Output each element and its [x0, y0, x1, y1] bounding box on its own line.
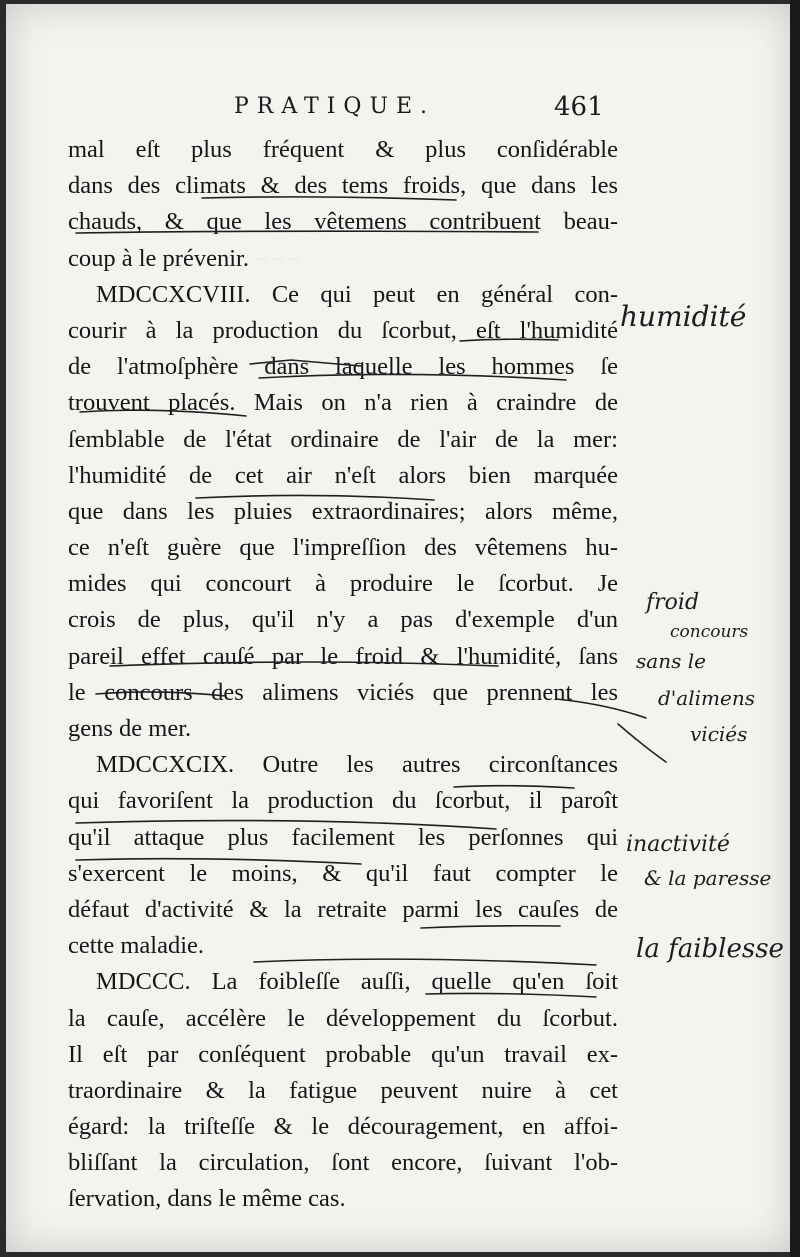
text-line: qui favoriſent la production du ſcorbut, il paroît [68, 787, 618, 815]
text-line: que dans les pluies extraordinaires; alors même, [68, 497, 618, 525]
text-line: MDCCC. La foibleſſe auſſi, quelle qu'en ſoit [96, 968, 618, 996]
text-line: dans des climats & des tems froids, que dans les [68, 172, 618, 200]
margin-note: inactivité [626, 832, 730, 857]
text-line: MDCCXCIX. Outre les autres circonſtances [96, 751, 618, 779]
text-line: gens de mer. [68, 715, 192, 742]
margin-annotations [606, 4, 792, 1252]
text-line: MDCCXCVIII. Ce qui peut en général con- [96, 280, 618, 308]
text-line: défaut d'activité & la retraite parmi les cauſes de [68, 895, 618, 923]
text-line: qu'il attaque plus facilement les perſonnes qui [68, 823, 618, 851]
text-line: de l'atmoſphère dans laquelle les hommes ſe [68, 353, 618, 381]
text-line: courir à la production du ſcorbut, eſt l'humidité [68, 316, 618, 344]
margin-note: & la paresse [644, 866, 772, 890]
text-line: mal eſt plus fréquent & plus conſidérable [68, 136, 618, 163]
text-line: ſervation, dans le même cas. [68, 1185, 346, 1213]
body-text [68, 132, 618, 1218]
book-page [6, 4, 792, 1252]
running-head: PRATIQUE. [234, 94, 436, 119]
margin-note: la faiblesse [636, 934, 784, 964]
margin-note: viciés [690, 722, 748, 746]
text-line: mides qui concourt à produire le ſcorbut. Je [68, 570, 618, 598]
text-line: cette maladie. [68, 932, 205, 960]
margin-note: concours [670, 622, 749, 642]
bleed-through-texture: ~ ~ ~ [256, 249, 299, 271]
text-line: la cauſe, accélère le développement du ſcorbut. [68, 1004, 618, 1032]
text-line: ce n'eſt guère que l'impreſſion des vêtemens hu- [68, 534, 618, 562]
margin-note: sans le [636, 649, 706, 673]
text-line: crois de plus, qu'il n'y a pas d'exemple d'un [68, 606, 618, 634]
margin-note: humidité [620, 300, 747, 333]
text-line: traordinaire & la fatigue peuvent nuire à cet [68, 1076, 618, 1104]
text-line: chauds, & que les vêtemens contribuent beau- [68, 208, 618, 236]
text-line: trouvent placés. Mais on n'a rien à craindre de [68, 389, 618, 417]
page-number: 461 [554, 92, 604, 122]
text-line: coup à le prévenir. [68, 244, 249, 272]
text-line: bliſſant la circulation, ſont encore, ſuivant l'ob- [68, 1149, 618, 1177]
margin-note: d'alimens [658, 686, 755, 710]
margin-note: froid [646, 590, 700, 615]
page-edge-shadow [790, 0, 800, 1257]
text-line: ſemblable de l'état ordinaire de l'air de la mer: [68, 425, 618, 453]
text-line: l'humidité de cet air n'eſt alors bien marquée [68, 461, 618, 489]
text-line: le concours des alimens viciés que prennent les [68, 678, 618, 706]
text-line: s'exercent le moins, & qu'il faut compter le [68, 859, 618, 887]
text-line: pareil effet cauſé par le froid & l'humidité, ſans [68, 642, 618, 670]
text-line: Il eſt par conſéquent probable qu'un travail ex- [68, 1040, 618, 1068]
text-line: égard: la triſteſſe & le découragement, en affoi- [68, 1113, 618, 1141]
